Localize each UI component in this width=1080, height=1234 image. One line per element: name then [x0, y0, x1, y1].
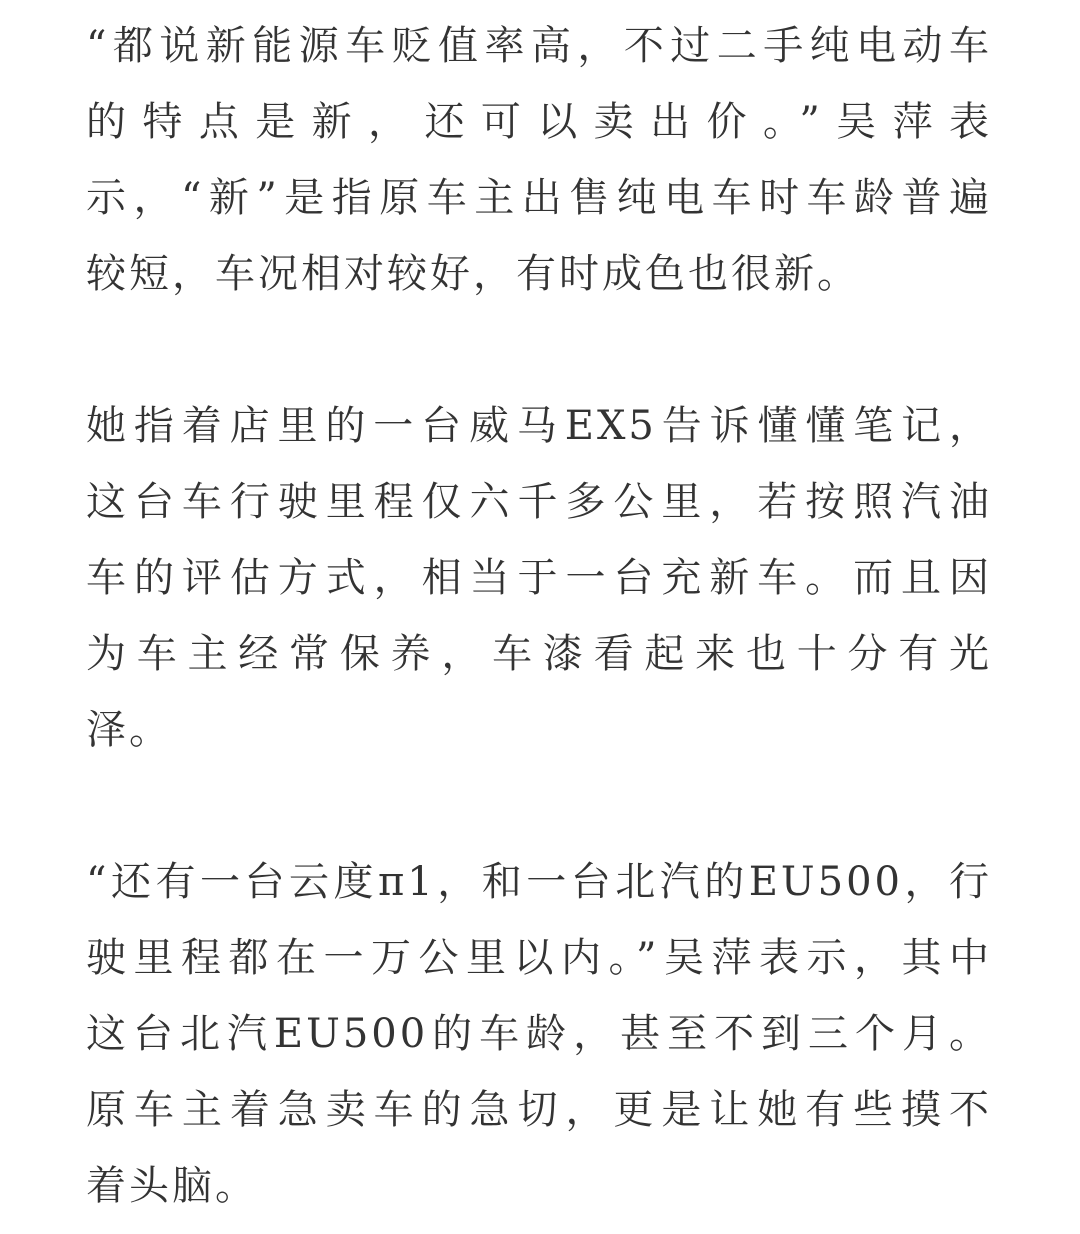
text-line: 这台车行驶里程仅六千多公里，若按照汽油 [86, 479, 992, 525]
text-line: 的特点是新，还可以卖出价。”吴萍表 [86, 99, 992, 145]
text-line: 泽。 [86, 707, 172, 753]
text-line: 较短，车况相对较好，有时成色也很新。 [86, 251, 860, 297]
text-line: 为车主经常保养，车漆看起来也十分有光 [86, 631, 992, 677]
paragraph-1 [86, 8, 992, 312]
text-line: 她指着店里的一台威马EX5告诉懂懂笔记， [86, 403, 992, 449]
text-line: 原车主着急卖车的急切，更是让她有些摸不 [86, 1087, 992, 1133]
paragraph-3 [86, 844, 992, 1224]
text-line: “还有一台云度π1，和一台北汽的EU500，行 [86, 859, 992, 905]
paragraph-2 [86, 388, 992, 768]
text-line: 着头脑。 [86, 1163, 258, 1209]
text-line: 驶里程都在一万公里以内。”吴萍表示，其中 [86, 935, 992, 981]
text-line: 车的评估方式，相当于一台充新车。而且因 [86, 555, 992, 601]
text-line: 示，“新”是指原车主出售纯电车时车龄普遍 [86, 175, 992, 221]
text-line: “都说新能源车贬值率高，不过二手纯电动车 [86, 23, 992, 69]
text-line: 这台北汽EU500的车龄，甚至不到三个月。 [86, 1011, 992, 1057]
article-body [86, 8, 992, 1224]
